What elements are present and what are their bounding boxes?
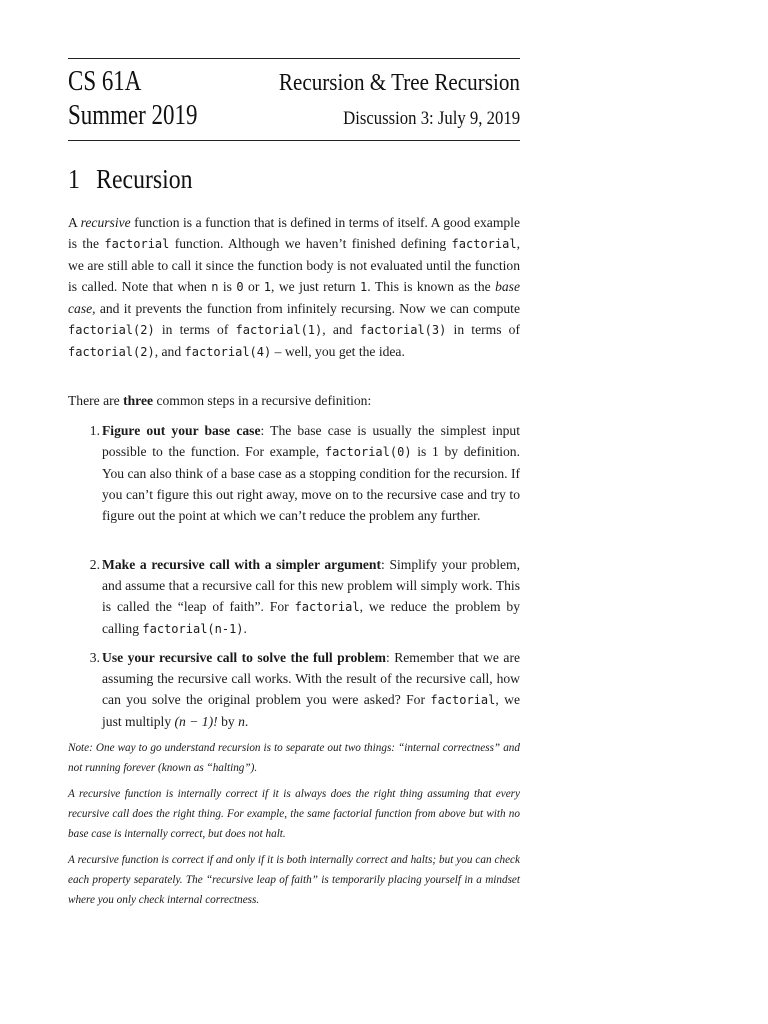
intro-text: , and it prevents the function from infinitely recursing. Now we can compute	[92, 301, 520, 316]
math-expression: n	[238, 714, 245, 729]
list-item-heading: Use your recursive call to solve the full problem	[102, 650, 386, 665]
intro-text: is	[218, 279, 237, 294]
list-item-text: by	[217, 714, 239, 729]
discussion-label: Discussion 3: July 9, 2019	[343, 108, 520, 129]
inline-code: factorial(3)	[359, 323, 447, 337]
inline-code: factorial	[294, 600, 360, 614]
list-item-body	[102, 554, 520, 640]
intro-text: . This is known as the	[367, 279, 496, 294]
intro-text: A	[68, 215, 81, 230]
inline-code: 1	[263, 280, 272, 294]
list-item-number: 3.	[89, 650, 100, 665]
intro-text: , we are still able to call it since the function body is not evaluated until the function is called. Note that when	[68, 236, 520, 294]
math-expression: (n − 1)!	[174, 714, 218, 729]
intro-text: function. Although we haven’t finished defining	[169, 236, 452, 251]
inline-code: factorial(2)	[68, 345, 155, 359]
list-item-text: .	[243, 621, 247, 636]
intro-text: in terms of	[154, 322, 236, 337]
intro-emphasis: base case	[68, 279, 520, 316]
inline-code: factorial(n-1)	[142, 622, 244, 636]
list-item-text: : Simplify your problem, and assume that a recursive call for this new problem will simply work. This is called the “leap of faith”. For	[102, 557, 520, 614]
list-item-text: : The base case is usually the simplest input possible to the function. For example,	[102, 423, 520, 459]
inline-code: factorial(0)	[324, 445, 412, 459]
list-item-heading: Make a recursive call with a simpler argument	[102, 557, 382, 572]
document-title: Recursion & Tree Recursion	[278, 70, 520, 96]
header-bottom-rule	[68, 140, 520, 141]
list-item-heading: Figure out your base case	[102, 423, 261, 438]
section-number: 1	[68, 164, 80, 194]
list-item-text: .	[244, 714, 249, 729]
list-item-body	[102, 420, 520, 526]
note-paragraph: Note: One way to go understand recursion is to separate out two things: “internal correctness” and not running forever (known as “halting”).	[68, 742, 520, 774]
list-item-text: , we just multiply	[102, 692, 520, 729]
inline-code: factorial(1)	[235, 323, 323, 337]
steps-intro-bold: three	[123, 393, 154, 408]
inline-code: factorial	[104, 237, 170, 251]
intro-text: function is a function that is defined in terms of itself. A good example is the	[68, 215, 520, 251]
intro-emphasis: recursive	[80, 215, 131, 230]
intro-paragraph	[68, 212, 520, 363]
steps-intro-text: There are	[68, 393, 124, 408]
steps-intro-paragraph	[68, 390, 520, 411]
list-item-text: , we reduce the problem by calling	[102, 599, 520, 636]
intro-text: or	[243, 279, 264, 294]
list-item-number: 2.	[89, 557, 100, 572]
inline-code: factorial	[451, 237, 517, 251]
inline-code: 0	[236, 280, 244, 294]
intro-text: – well, you get the idea.	[271, 344, 405, 359]
header-top-rule	[68, 58, 520, 59]
list-item-number: 1.	[89, 423, 100, 438]
intro-text: , and	[154, 344, 185, 359]
term-label: Summer 2019	[68, 100, 198, 131]
course-name: CS 61A	[68, 66, 142, 97]
inline-code: factorial(4)	[184, 345, 272, 359]
list-item-text: : Remember that we are assuming the recursive call works. With the result of the recursive call, how can you solve the original problem you were asked? For	[102, 650, 520, 707]
inline-code: n	[211, 280, 219, 294]
intro-text: , we just return	[271, 279, 361, 294]
section-title: Recursion	[96, 164, 193, 194]
note-paragraph: A recursive function is internally correct if it is always does the right thing assuming that every recursive call does the right thing. For example, the same factorial function from above but with no base case is internally correct, but does not halt.	[68, 788, 520, 840]
intro-text: , and	[322, 322, 360, 337]
inline-code: factorial(2)	[68, 323, 155, 337]
inline-code: factorial	[430, 693, 496, 707]
list-item-body	[102, 647, 520, 732]
note-paragraph: A recursive function is correct if and only if it is both internally correct and halts; but you can check each property separately. The “recursive leap of faith” is temporarily placing yourself in a mindset where you only check internal correctness.	[68, 854, 520, 906]
list-item-text: is 1 by definition. You can also think of a base case as a stopping condition for the recursion. If you can’t figure this out right away, move on to the recursive case and try to figure out the point at which we can’t reduce the problem any further.	[102, 444, 520, 523]
steps-intro-text: common steps in a recursive definition:	[153, 393, 372, 408]
intro-text: in terms of	[446, 322, 521, 337]
section-heading	[68, 164, 193, 195]
inline-code: 1	[360, 280, 368, 294]
